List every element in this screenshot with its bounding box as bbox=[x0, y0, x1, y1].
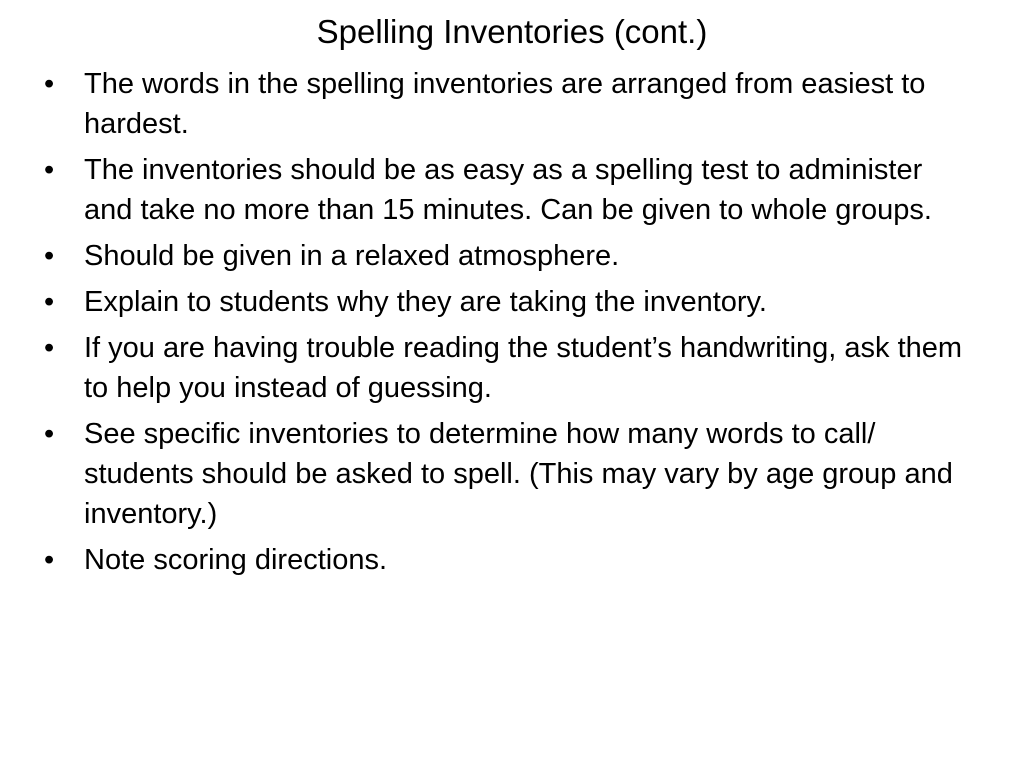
bullet-text: The words in the spelling inventories are arranged from easiest to hardest. bbox=[84, 68, 926, 140]
bullet-icon: • bbox=[44, 332, 55, 364]
slide-title: Spelling Inventories (cont.) bbox=[316, 13, 708, 50]
bullet-item bbox=[44, 64, 974, 144]
bullet-text: Note scoring directions. bbox=[84, 544, 388, 576]
bullet-icon: • bbox=[44, 418, 55, 450]
bullet-icon: • bbox=[44, 154, 55, 186]
bullet-icon: • bbox=[44, 544, 55, 576]
bullet-item bbox=[44, 540, 974, 580]
bullet-item bbox=[44, 282, 974, 322]
bullet-item bbox=[44, 150, 974, 230]
bullet-text: See specific inventories to determine how many words to call/ students should be asked to spell. (This may vary by age group and inventory.) bbox=[84, 418, 953, 530]
bullet-text: If you are having trouble reading the student’s handwriting, ask them to help you instead of guessing. bbox=[84, 332, 963, 404]
bullet-icon: • bbox=[44, 286, 55, 318]
bullet-item bbox=[44, 236, 974, 276]
bullet-text: Should be given in a relaxed atmosphere. bbox=[84, 240, 620, 272]
bullet-item bbox=[44, 328, 974, 408]
bullet-text: The inventories should be as easy as a spelling test to administer and take no more than 15 minutes. Can be given to whole groups. bbox=[84, 154, 932, 226]
bullet-icon: • bbox=[44, 240, 55, 272]
bullet-icon: • bbox=[44, 68, 55, 100]
bullet-text: Explain to students why they are taking the inventory. bbox=[84, 286, 767, 318]
bullet-item bbox=[44, 414, 974, 534]
bullet-list bbox=[44, 64, 974, 586]
